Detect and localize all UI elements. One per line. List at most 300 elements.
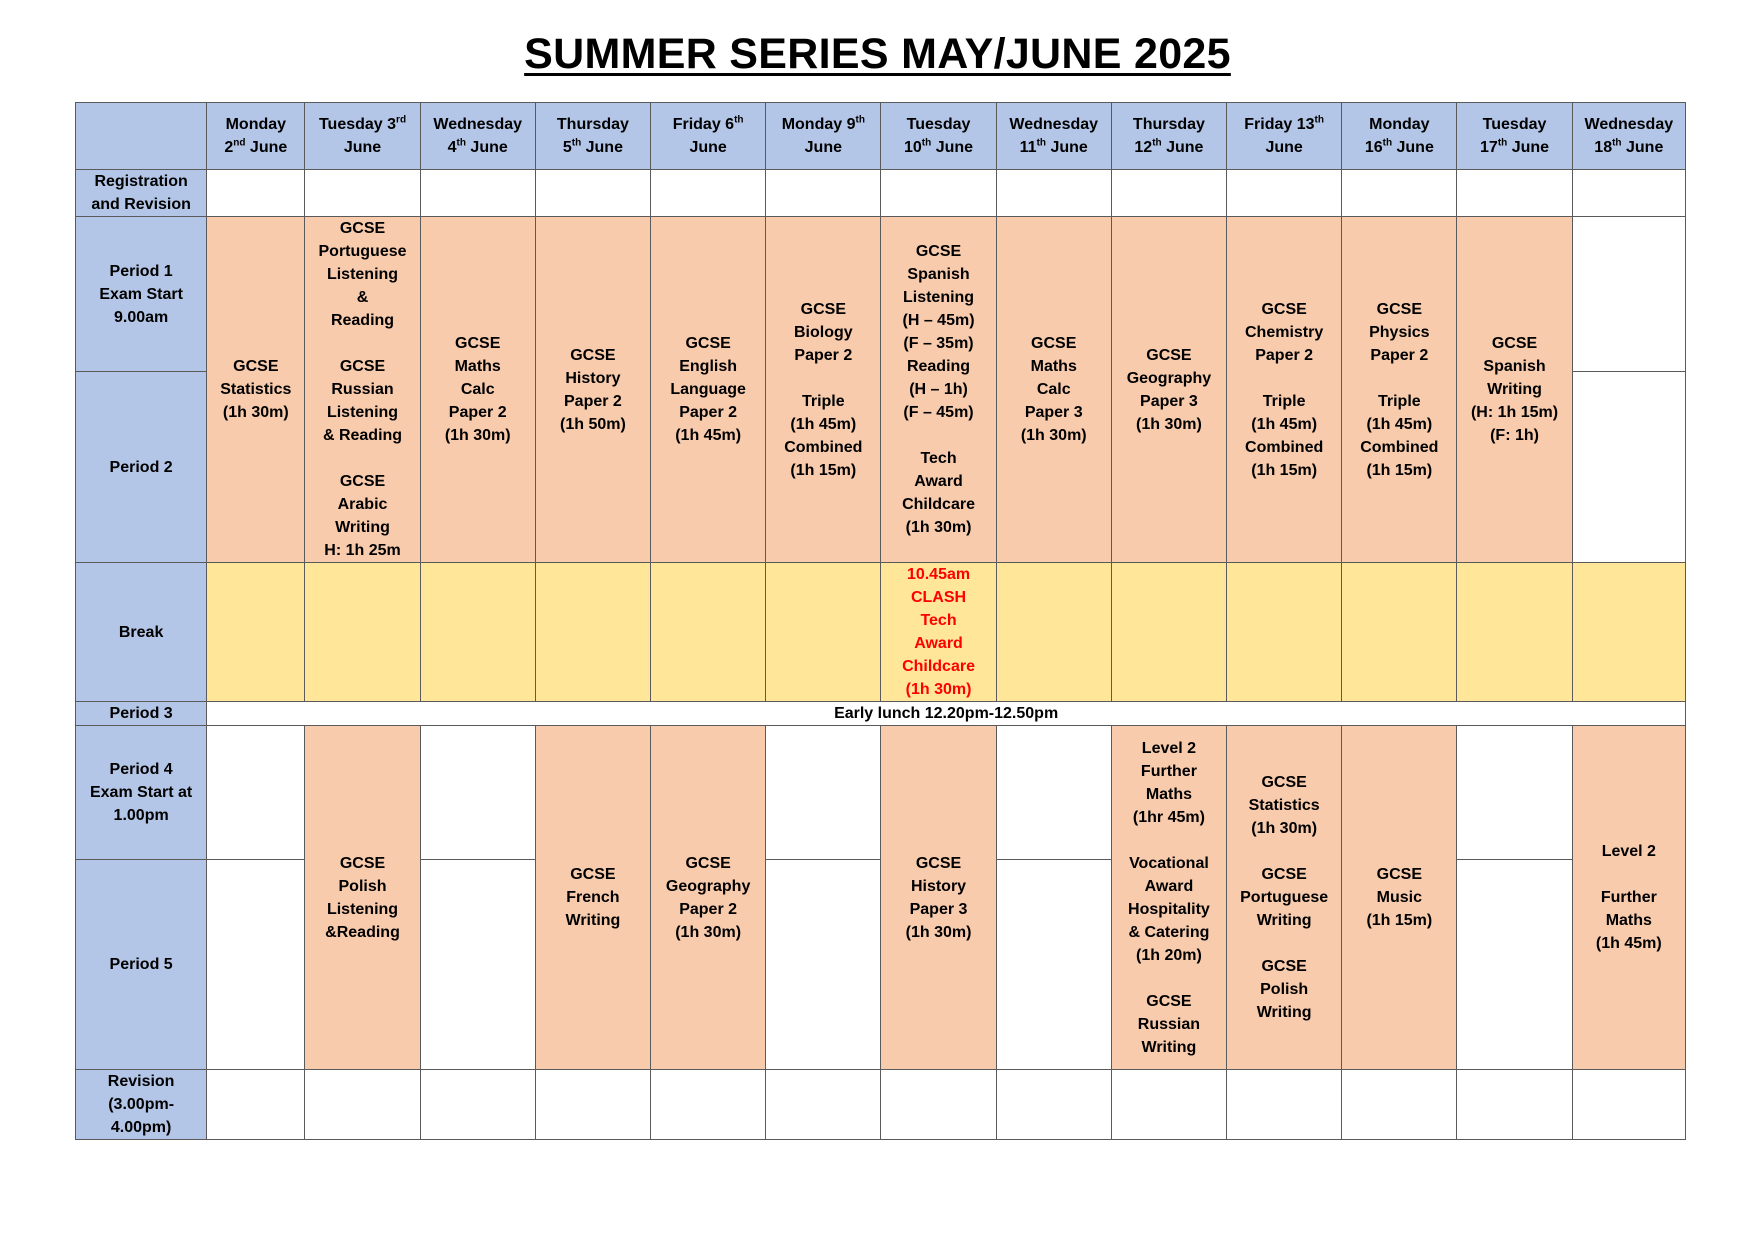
day-text: Monday	[1369, 116, 1430, 133]
cell-line: & Catering	[1128, 923, 1210, 941]
day-number: 16	[1364, 139, 1383, 156]
day-header	[420, 103, 535, 170]
cell-line: Period 3	[109, 705, 173, 722]
cell-line: (F: 1h)	[1490, 427, 1539, 444]
day-date	[883, 136, 993, 159]
empty-cell	[535, 170, 650, 217]
cell-line: Writing	[565, 912, 621, 929]
empty-cell	[766, 726, 881, 860]
cell-line: Polish	[1260, 981, 1309, 998]
cell-line: Russian	[331, 381, 394, 398]
day-number: 5	[562, 139, 572, 156]
day-date	[1114, 136, 1224, 159]
empty-cell	[207, 860, 305, 1070]
cell-line: Portuguese	[1240, 889, 1329, 906]
cell-line: GCSE	[800, 300, 846, 318]
cell-line: Award	[914, 473, 963, 490]
exam-cell-thu5-pm	[535, 726, 650, 1070]
empty-cell	[881, 170, 996, 217]
cell-line: Chemistry	[1245, 323, 1324, 341]
cell-line	[1229, 932, 1339, 955]
exam-cell-tue17-am	[1457, 217, 1572, 563]
cell-line: Language	[670, 381, 746, 398]
cell-line: &	[356, 289, 369, 306]
day-date	[653, 136, 763, 159]
empty-cell	[1457, 1070, 1572, 1140]
cell-line: Paper 3	[1024, 404, 1083, 421]
cell-line: Exam Start at	[89, 784, 193, 801]
cell-line: (1h 30m)	[905, 681, 972, 698]
cell-line: (1h 30m)	[1136, 415, 1202, 433]
cell-line: Writing	[1256, 1004, 1312, 1021]
row-label-period1	[76, 217, 207, 372]
empty-cell	[651, 1070, 766, 1140]
cell-line: Paper 3	[1140, 392, 1198, 410]
empty-cell	[1342, 1070, 1457, 1140]
break-cell	[996, 563, 1111, 702]
period4-row	[76, 726, 1686, 860]
cell-line: (H: 1h 15m)	[1470, 404, 1559, 421]
break-cell	[207, 563, 305, 702]
ordinal-suffix: th	[1152, 137, 1162, 149]
ordinal-suffix: th	[734, 114, 744, 126]
month-text: June	[1161, 139, 1204, 156]
cell-line: Spanish	[1483, 358, 1546, 375]
cell-line: GCSE	[455, 335, 501, 352]
break-cell	[1111, 563, 1226, 702]
exam-cell-wed18-pm	[1572, 726, 1685, 1070]
month-text: June	[689, 139, 727, 156]
day-header	[766, 103, 881, 170]
day-text: Monday 9	[781, 116, 856, 133]
ordinal-suffix: th	[921, 137, 932, 149]
day-header	[535, 103, 650, 170]
exam-cell-fri6-pm	[651, 726, 766, 1070]
day-name	[999, 113, 1109, 136]
empty-cell	[535, 1070, 650, 1140]
month-text: June	[1392, 139, 1434, 156]
month-text: June	[1265, 139, 1303, 156]
cell-line: Paper 2	[1255, 346, 1314, 364]
cell-line: Revision	[107, 1073, 175, 1090]
cell-line: Maths	[454, 358, 501, 375]
cell-line: History	[910, 877, 967, 895]
cell-line: Biology	[793, 323, 853, 341]
cell-line: Paper 3	[909, 900, 968, 918]
day-text: Wednesday	[433, 116, 523, 133]
cell-line: Arabic	[337, 496, 388, 513]
cell-line: (1hr 45m)	[1132, 808, 1205, 826]
cell-line: History	[565, 369, 621, 387]
cell-line: Reading	[906, 358, 971, 375]
month-text: June	[1046, 139, 1088, 156]
ordinal-suffix: th	[1497, 137, 1508, 149]
month-text: June	[465, 139, 508, 156]
exam-cell-thu12-am	[1111, 217, 1226, 563]
cell-line: (1h 50m)	[560, 415, 626, 433]
month-text: June	[931, 139, 974, 156]
day-header	[305, 103, 420, 170]
break-cell	[1572, 563, 1685, 702]
month-text: June	[1507, 139, 1550, 156]
day-header	[881, 103, 996, 170]
month-text: June	[343, 139, 382, 156]
cell-line: Listening	[326, 404, 399, 421]
empty-cell	[996, 726, 1111, 860]
exam-cell-mon16-pm	[1342, 726, 1457, 1070]
cell-line: GCSE	[685, 854, 731, 872]
empty-cell	[207, 726, 305, 860]
cell-line: Hospitality	[1128, 900, 1210, 918]
exam-timetable	[75, 102, 1686, 1140]
cell-line: Paper 2	[679, 900, 738, 918]
cell-line: Triple	[1262, 392, 1306, 410]
empty-cell	[1572, 1070, 1685, 1140]
cell-line: Combined	[1245, 438, 1324, 456]
cell-line: Triple	[801, 392, 845, 410]
empty-cell	[766, 860, 881, 1070]
empty-cell	[651, 170, 766, 217]
cell-line	[1114, 967, 1224, 990]
cell-line: (1h 45m)	[1595, 935, 1662, 952]
exam-cell-tue10-am	[881, 217, 996, 563]
cell-line: GCSE	[570, 866, 616, 883]
cell-line: (1h 30m)	[905, 519, 972, 536]
day-name	[307, 113, 417, 136]
day-header	[207, 103, 305, 170]
cell-line: (H – 45m)	[902, 312, 975, 329]
day-date	[1344, 136, 1454, 159]
empty-cell	[207, 1070, 305, 1140]
empty-cell	[420, 1070, 535, 1140]
cell-line: Calc	[460, 381, 495, 398]
cell-line: (F – 35m)	[903, 335, 974, 352]
cell-line: GCSE	[339, 473, 386, 490]
empty-cell	[305, 1070, 420, 1140]
cell-line: (1h 15m)	[1366, 461, 1433, 479]
empty-cell	[1111, 1070, 1226, 1140]
exam-cell-thu12-pm	[1111, 726, 1226, 1070]
day-text: Friday 13	[1244, 116, 1315, 133]
cell-line: GCSE	[915, 854, 962, 872]
cell-line: Tech	[920, 612, 957, 629]
month-text: June	[804, 139, 842, 156]
cell-line: Period 4	[109, 761, 173, 778]
cell-line: GCSE	[339, 358, 386, 375]
cell-line: GCSE	[915, 243, 962, 260]
cell-line: (1h 30m)	[444, 427, 511, 444]
break-cell	[535, 563, 650, 702]
cell-line: GCSE	[1261, 958, 1307, 975]
cell-line	[883, 424, 993, 447]
empty-cell	[1572, 372, 1685, 563]
day-name	[1459, 113, 1569, 136]
day-text: Tuesday 3	[318, 116, 397, 133]
break-cell	[1457, 563, 1572, 702]
row-label-break	[76, 563, 207, 702]
day-date	[423, 136, 533, 159]
cell-line: Listening	[902, 289, 975, 306]
cell-line: Polish	[338, 877, 387, 895]
cell-line	[307, 332, 417, 355]
cell-line: Paper 2	[564, 392, 622, 410]
exam-cell-wed11-am	[996, 217, 1111, 563]
cell-line: Statistics	[220, 381, 292, 398]
empty-cell	[1457, 860, 1572, 1070]
day-date	[1229, 136, 1339, 159]
day-date	[209, 136, 302, 159]
day-text: Monday	[225, 116, 287, 133]
corner-cell	[76, 103, 207, 170]
day-number: 11	[1019, 139, 1037, 156]
cell-line: Period 2	[109, 458, 173, 476]
cell-line: Childcare	[902, 658, 975, 675]
cell-line: Calc	[1036, 381, 1071, 398]
day-name	[1114, 113, 1224, 136]
empty-cell	[420, 170, 535, 217]
exam-cell-fri6-am	[651, 217, 766, 563]
cell-line: Paper 2	[1370, 346, 1429, 364]
cell-line: Listening	[326, 266, 399, 283]
early-lunch-banner: Early lunch 12.20pm-12.50pm	[207, 702, 1686, 726]
empty-cell	[1111, 170, 1226, 217]
cell-line: Break	[118, 623, 164, 641]
day-date	[768, 136, 878, 159]
day-name	[1575, 113, 1683, 136]
day-text: Thursday	[1132, 116, 1205, 133]
empty-cell	[1342, 170, 1457, 217]
month-text: June	[1621, 139, 1664, 156]
ordinal-suffix: th	[571, 137, 582, 149]
exam-cell-wed4-am	[420, 217, 535, 563]
cell-line: H: 1h 25m	[324, 542, 401, 559]
page-title	[0, 30, 1755, 79]
cell-line	[1114, 829, 1224, 852]
cell-line: 10.45am	[906, 566, 971, 583]
cell-line	[307, 447, 417, 470]
cell-line: GCSE	[1146, 346, 1192, 364]
empty-cell	[1227, 1070, 1342, 1140]
ordinal-suffix: rd	[396, 114, 407, 126]
exam-cell-tue3-pm	[305, 726, 420, 1070]
cell-line: Writing	[335, 519, 390, 536]
row-label-period3	[76, 702, 207, 726]
day-header	[996, 103, 1111, 170]
cell-line: Statistics	[1248, 797, 1320, 814]
row-label-period2	[76, 372, 207, 563]
cell-line: (1h 30m)	[222, 404, 289, 421]
cell-line: English	[679, 358, 737, 375]
cell-line: GCSE	[1261, 774, 1307, 791]
cell-line: Combined	[1360, 438, 1439, 456]
cell-line: Period 5	[109, 956, 173, 973]
cell-line: Paper 2	[448, 404, 507, 421]
cell-line: (1h 15m)	[1366, 912, 1433, 929]
day-header	[651, 103, 766, 170]
exam-cell-thu5-am	[535, 217, 650, 563]
cell-line: Physics	[1369, 323, 1430, 341]
cell-line: (1h 45m)	[675, 427, 742, 444]
ordinal-suffix: nd	[233, 137, 246, 149]
empty-cell	[420, 860, 535, 1070]
cell-line: GCSE	[570, 346, 616, 364]
cell-line	[1229, 840, 1339, 863]
break-cell	[1342, 563, 1457, 702]
break-cell	[1227, 563, 1342, 702]
cell-line: (H – 1h)	[909, 381, 968, 398]
cell-line: (1h 30m)	[1251, 820, 1318, 837]
day-date	[538, 136, 648, 159]
day-text: Wednesday	[1584, 116, 1674, 133]
title-text: SUMMER SERIES MAY/JUNE 2025	[524, 30, 1231, 78]
cell-line: Music	[1376, 889, 1422, 906]
day-name	[653, 113, 763, 136]
day-text: Friday 6	[672, 116, 735, 133]
day-text: Tuesday	[906, 116, 971, 133]
day-number: 18	[1594, 139, 1613, 156]
cell-line: Further	[1140, 762, 1197, 780]
day-name	[423, 113, 533, 136]
cell-line: 1.00pm	[113, 807, 169, 824]
cell-line: (1h 45m)	[1251, 415, 1318, 433]
row-label-period4	[76, 726, 207, 860]
day-number: 12	[1134, 139, 1153, 156]
ordinal-suffix: th	[1612, 137, 1622, 149]
ordinal-suffix: th	[855, 114, 865, 126]
cell-line: GCSE	[1261, 866, 1307, 883]
cell-line: GCSE	[1031, 335, 1077, 352]
empty-cell	[305, 170, 420, 217]
cell-line	[1229, 367, 1339, 390]
row-label-period5	[76, 860, 207, 1070]
day-number: 2	[224, 139, 234, 156]
month-text: June	[245, 139, 288, 156]
empty-cell	[1572, 170, 1685, 217]
cell-line: Paper 2	[794, 346, 853, 364]
cell-line	[768, 367, 878, 390]
day-date	[1459, 136, 1569, 159]
cell-line: Level 2	[1601, 843, 1656, 860]
registration-row	[76, 170, 1686, 217]
row-label-registration	[76, 170, 207, 217]
cell-line: Writing	[1487, 381, 1542, 398]
period1-row	[76, 217, 1686, 372]
empty-cell	[1457, 170, 1572, 217]
exam-cell-tue10-pm	[881, 726, 996, 1070]
day-name	[1229, 113, 1339, 136]
cell-line: Spanish	[907, 266, 970, 283]
cell-line: (1h 45m)	[1366, 415, 1433, 433]
cell-line	[1344, 367, 1454, 390]
cell-line: Exam Start	[99, 285, 183, 303]
day-name	[768, 113, 878, 136]
row-label-revision	[76, 1070, 207, 1140]
cell-line: Listening	[326, 900, 399, 918]
cell-line: French	[566, 889, 620, 906]
break-cell	[305, 563, 420, 702]
cell-line: GCSE	[1261, 300, 1307, 318]
exam-cell-fri13-pm	[1227, 726, 1342, 1070]
cell-line: Tech	[920, 450, 957, 467]
exam-cell-mon16-am	[1342, 217, 1457, 563]
empty-cell	[996, 1070, 1111, 1140]
cell-line: & Reading	[322, 427, 403, 444]
revision-row	[76, 1070, 1686, 1140]
day-header	[1111, 103, 1226, 170]
day-name	[209, 113, 302, 136]
cell-line: CLASH	[910, 589, 967, 606]
break-cell	[651, 563, 766, 702]
exam-cell-tue3-am	[305, 217, 420, 563]
clash-notice	[881, 563, 996, 702]
break-cell	[420, 563, 535, 702]
day-date	[999, 136, 1109, 159]
cell-line: (1h 30m)	[1020, 427, 1087, 444]
cell-line: Maths	[1605, 912, 1652, 929]
day-text: Wednesday	[1009, 116, 1099, 133]
cell-line: Writing	[1256, 912, 1312, 929]
day-date	[307, 136, 417, 159]
day-header	[1227, 103, 1342, 170]
cell-line: GCSE	[1491, 335, 1538, 352]
cell-line: (1h 30m)	[675, 923, 742, 941]
cell-line: Combined	[784, 438, 863, 456]
cell-line: Registration	[94, 173, 188, 190]
day-header	[1572, 103, 1685, 170]
exam-cell-mon2-am	[207, 217, 305, 563]
empty-cell	[996, 860, 1111, 1070]
empty-cell	[996, 170, 1111, 217]
cell-line: GCSE	[339, 854, 386, 872]
cell-line: GCSE	[1146, 992, 1192, 1010]
cell-line: (1h 45m)	[790, 415, 857, 433]
cell-line: &Reading	[325, 923, 400, 941]
ordinal-suffix: th	[1314, 114, 1324, 126]
day-text: Thursday	[556, 116, 629, 133]
break-row	[76, 563, 1686, 702]
cell-line: Paper 2	[679, 404, 738, 421]
empty-cell	[1227, 170, 1342, 217]
day-name	[1344, 113, 1454, 136]
cell-line: GCSE	[1376, 866, 1422, 883]
cell-line: GCSE	[1376, 300, 1422, 318]
cell-line: Triple	[1377, 392, 1421, 410]
exam-cell-fri13-am	[1227, 217, 1342, 563]
cell-line: (1h 20m)	[1136, 946, 1202, 964]
day-date	[1575, 136, 1683, 159]
cell-line: Award	[1144, 877, 1194, 895]
cell-line: Reading	[330, 312, 395, 329]
cell-line: GCSE	[685, 335, 731, 352]
ordinal-suffix: th	[1036, 137, 1047, 149]
break-cell	[766, 563, 881, 702]
cell-line: 4.00pm)	[110, 1119, 172, 1136]
cell-line: Vocational	[1129, 854, 1209, 872]
cell-line: Award	[914, 635, 963, 652]
cell-line: (F – 45m)	[903, 404, 974, 421]
day-header	[1457, 103, 1572, 170]
cell-line: Maths	[1145, 785, 1193, 803]
day-name	[883, 113, 993, 136]
cell-line	[1575, 863, 1683, 886]
cell-line: GCSE	[233, 358, 279, 375]
cell-line: 9.00am	[113, 308, 169, 326]
exam-cell-mon9-am	[766, 217, 881, 563]
header-row	[76, 103, 1686, 170]
cell-line: Geography	[1126, 369, 1212, 387]
empty-cell	[766, 1070, 881, 1140]
cell-line: Geography	[665, 877, 751, 895]
